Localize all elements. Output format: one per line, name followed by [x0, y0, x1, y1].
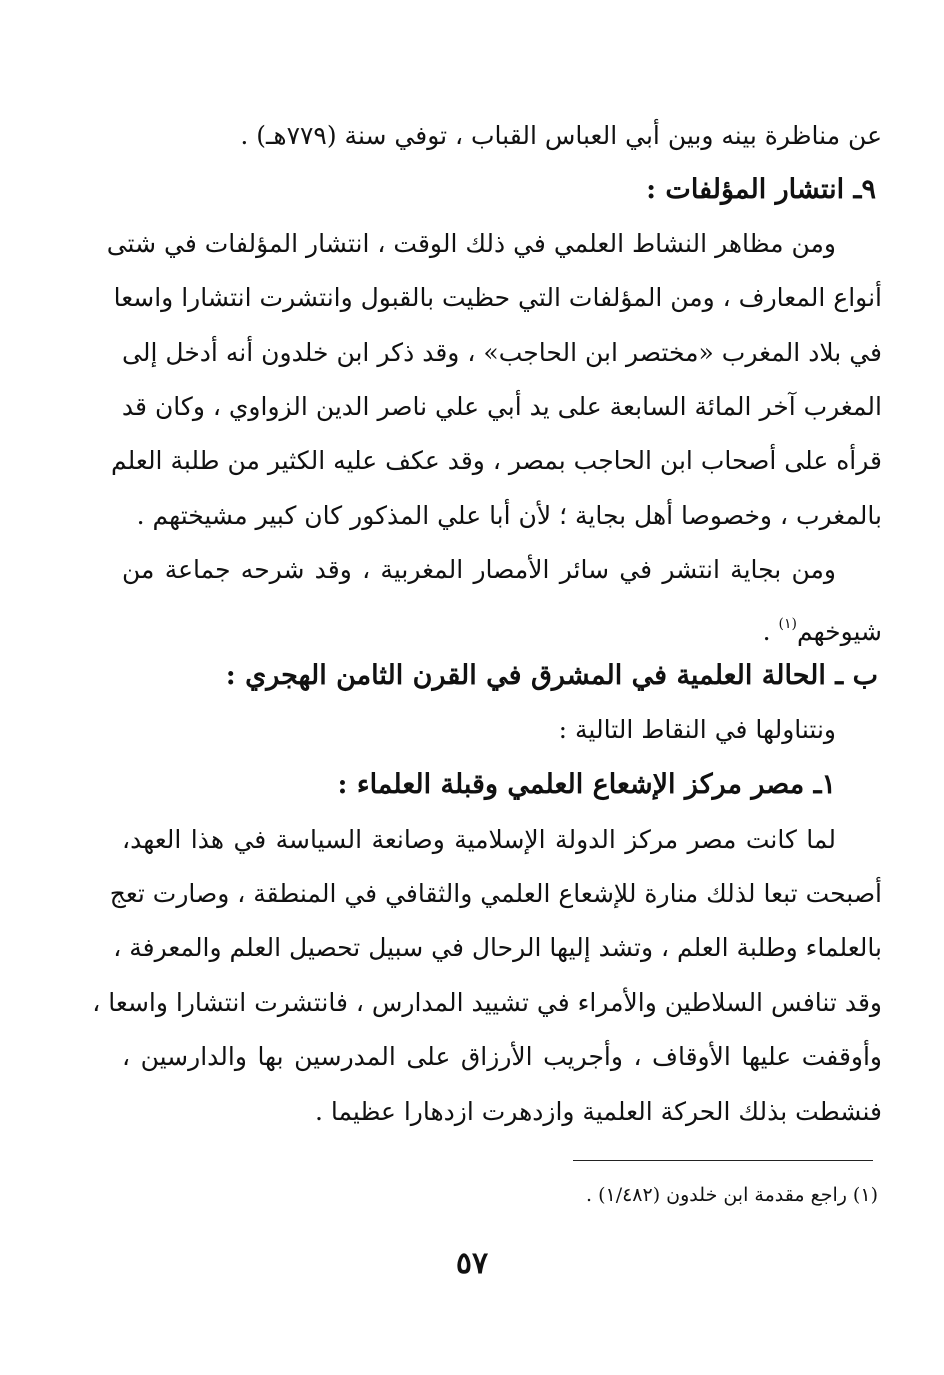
text-line: أنواع المعارف ، ومن المؤلفات التي حظيت بالقبول وانتشرت انتشارا واسعا	[113, 283, 882, 312]
text-line: وقد تنافس السلاطين والأمراء في تشييد المدارس ، فانتشرت انتشارا واسعا ،	[92, 988, 882, 1017]
footnote-separator	[573, 1160, 873, 1161]
text-line: في بلاد المغرب «مختصر ابن الحاجب» ، وقد ذكر ابن خلدون أنه أدخل إلى	[122, 338, 882, 367]
section-heading-1: ١ـ مصر مركز الإشعاع العلمي وقبلة العلماء :	[337, 769, 836, 800]
text-line: ومن مظاهر النشاط العلمي في ذلك الوقت ، انتشار المؤلفات في شتى	[106, 229, 836, 258]
text-line: قرأه على أصحاب ابن الحاجب بمصر ، وقد عكف عليه الكثير من طلبة العلم	[110, 446, 882, 475]
text-line: المغرب آخر المائة السابعة على يد أبي علي ناصر الدين الزواوي ، وكان قد	[121, 392, 882, 421]
page-number: ٥٧	[455, 1246, 489, 1281]
text-line: ونتناولها في النقاط التالية :	[558, 715, 836, 744]
section-heading-b: ب ـ الحالة العلمية في المشرق في القرن الثامن الهجري :	[225, 660, 878, 691]
footnote-marker: (١)	[778, 616, 797, 632]
footnote: (١) راجع مقدمة ابن خلدون (١/٤٨٢) .	[585, 1184, 878, 1206]
text-fragment: شيوخهم	[796, 617, 882, 646]
section-heading-9: ٩ـ انتشار المؤلفات :	[646, 174, 876, 205]
text-line: ومن بجاية انتشر في سائر الأمصار المغربية ، وقد شرحه جماعة من	[122, 555, 836, 584]
text-line: أصبحت تبعا لذلك منارة للإشعاع العلمي والثقافي في المنطقة ، وصارت تعج	[109, 879, 882, 908]
text-line: بالمغرب ، وخصوصا أهل بجاية ؛ لأن أبا علي المذكور كان كبير مشيختهم .	[136, 501, 882, 530]
text-fragment: .	[762, 617, 771, 646]
text-line: فنشطت بذلك الحركة العلمية وازدهرت ازدهارا عظيما .	[314, 1097, 882, 1126]
text-line: عن مناظرة بينه وبين أبي العباس القباب ، توفي سنة (٧٧٩هـ) .	[240, 121, 882, 150]
text-line: لما كانت مصر مركز الدولة الإسلامية وصانعة السياسة في هذا العهد،	[122, 825, 836, 854]
text-line: وأوقفت عليها الأوقاف ، وأجريب الأرزاق على المدرسين بها والدارسين ،	[122, 1042, 882, 1071]
text-line-with-footnote	[122, 604, 882, 652]
text-line: بالعلماء وطلبة العلم ، وتشد إليها الرحال في سبيل تحصيل العلم والمعرفة ،	[113, 933, 882, 962]
